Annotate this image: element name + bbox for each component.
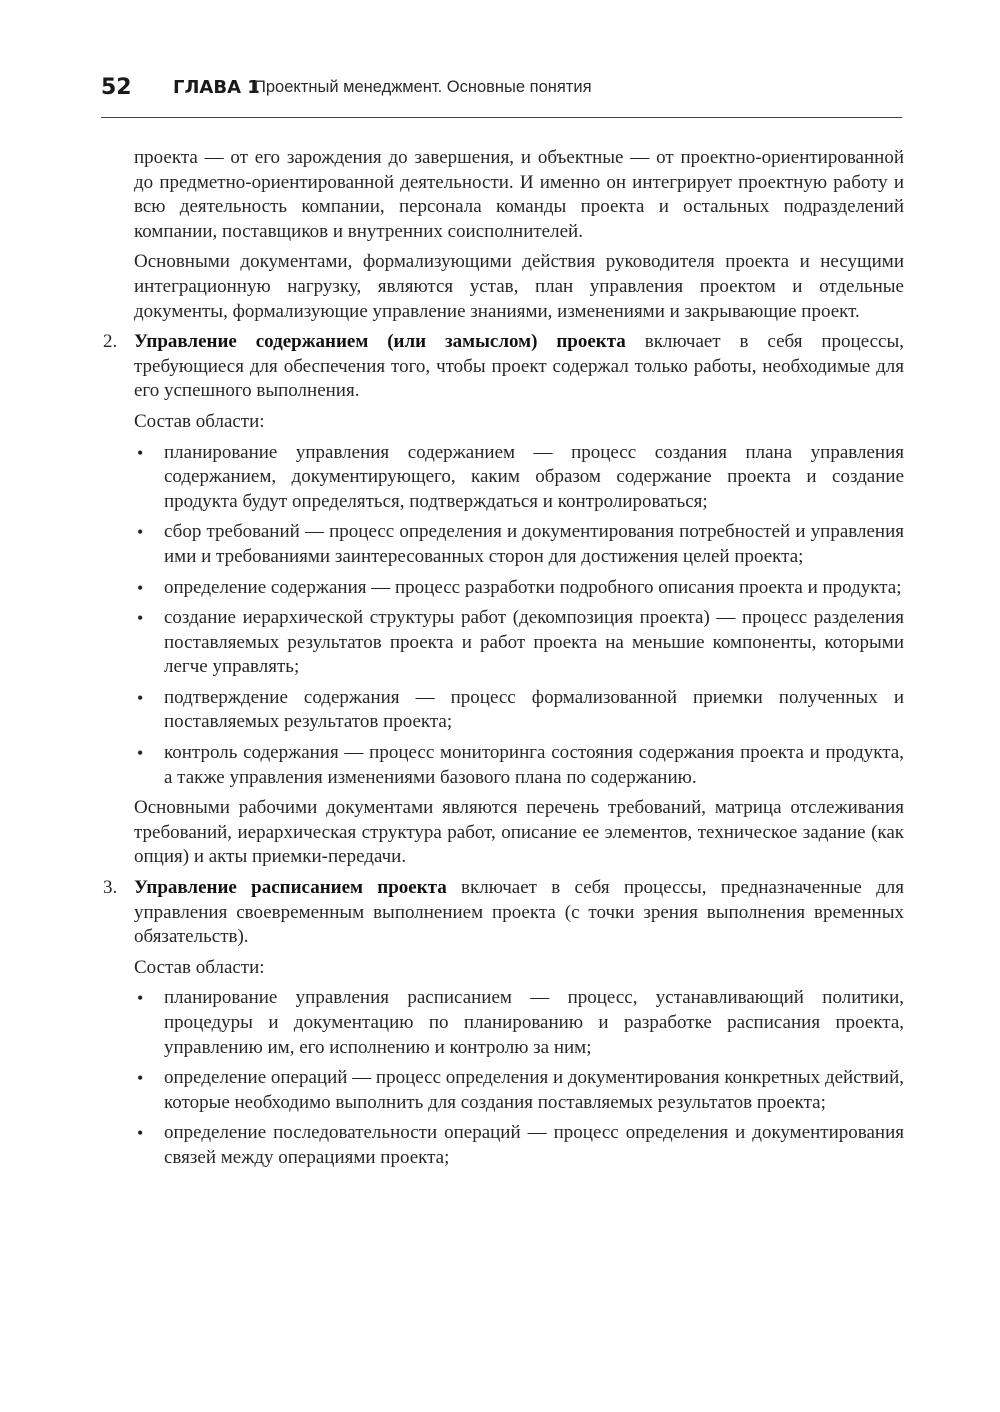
bullet-icon: • [137,687,144,708]
paragraph-integration-documents: Основными документами, формализующими действия руководителя проекта и несущими интеграционную нагрузку, являются устав, план управления проектом и отдельные документы, формализующие управление знаниями, изменениями и закрывающие проект. [134,251,904,322]
bullet-icon: • [137,522,144,543]
bullet-icon: • [137,608,144,629]
list-item: • определение содержания — процесс разработки подробного описания проекта и продукта; [134,576,904,601]
bullet-icon: • [137,442,144,463]
bullet-icon: • [137,1123,144,1144]
composition-label: Состав области: [134,956,265,978]
bullet-icon: • [137,577,144,598]
list-item: • создание иерархической структуры работ (декомпозиция проекта) — процесс разделения поставляемых результатов проекта и работ проекта на меньшие компоненты, которыми легче управлять; [137,607,904,678]
paragraph-continuation: проекта — от его зарождения до завершения, и объектные — от проектно-ориентированной до предметно-ориентированной деятельности. И именно он интегрирует проектную работу и всю деятельность компании, персонала команды проекта и остальных подразделений компании, поставщиков и внутренних соисполнителей. [134,147,904,242]
composition-label: Состав области: [134,410,265,432]
numbered-item-schedule-management [103,876,904,950]
running-head [101,73,901,109]
header-divider [101,117,902,118]
item-heading: Управление содержанием (или замыслом) проекта [134,331,626,353]
item-number: 3. [103,877,118,899]
list-item: • планирование управления содержанием — процесс создания плана управления содержанием, документирующего, каким образом содержание проекта и создание продукта будут определяться, подтверждаться и контролироваться; [137,441,904,512]
list-item: • планирование управления расписанием — процесс, устанавливающий политики, процедуры и документацию по планированию и разработке расписания проекта, управлению им, его исполнению и контролю за ним; [137,987,904,1058]
numbered-item-scope-management [103,330,904,404]
list-item: • контроль содержания — процесс мониторинга состояния содержания проекта и продукта, а также управления изменениями базового плана по содержанию. [137,742,904,788]
list-item: • определение операций — процесс определения и документирования конкретных действий, которые необходимо выполнить для создания поставляемых результатов проекта; [137,1067,904,1113]
item-description: включает в себя процессы, требующиеся для обеспечения того, чтобы проект содержал только работы, необходимые для его успешного выполнения. [134,331,904,402]
bullet-icon: • [137,743,144,764]
chapter-label: ГЛАВА 1 [173,77,260,98]
chapter-title: Проектный менеджмент. Основные понятия [254,78,592,96]
bullet-icon: • [137,988,144,1009]
scope-process-list [134,441,904,791]
item-description: включает в себя процессы, предназначенные для управления своевременным выполнением проекта (с точки зрения выполнения временных обязательств). [134,877,904,948]
item-heading: Управление расписанием проекта [134,877,447,899]
page-number: 52 [101,75,132,100]
list-item: • подтверждение содержания — процесс формализованной приемки полученных и поставляемых результатов проекта; [137,686,904,733]
list-item: • сбор требований — процесс определения и документирования потребностей и управления ими и требованиями заинтересованных сторон для достижения целей проекта; [137,521,904,567]
schedule-process-list [134,986,904,1170]
item-number: 2. [103,331,118,353]
list-item: • определение последовательности операций — процесс определения и документирования связей между операциями проекта; [137,1122,904,1168]
page-body [103,146,904,1177]
bullet-icon: • [137,1068,144,1089]
paragraph-scope-documents: Основными рабочими документами являются перечень требований, матрица отслеживания требований, иерархическая структура работ, описание ее элементов, техническое задание (как опция) и акты приемки-передачи. [134,797,904,868]
